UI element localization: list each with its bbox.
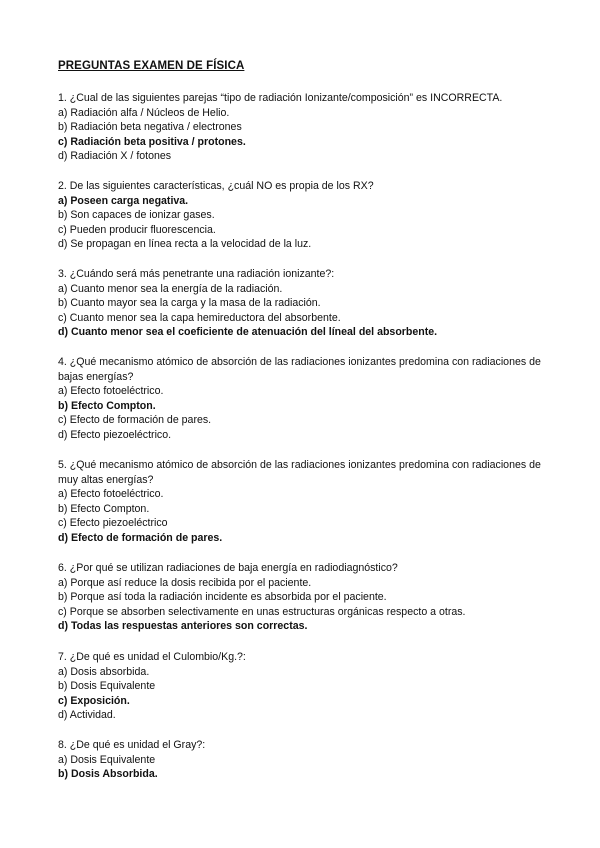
answer-option: b) Porque así toda la radiación incidente es absorbida por el paciente. xyxy=(58,591,387,604)
question-4 xyxy=(58,355,558,442)
answer-option: d) Efecto piezoeléctrico. xyxy=(58,428,172,441)
answer-option: d) Actividad. xyxy=(58,709,116,722)
question-text: 5. ¿Qué mecanismo atómico de absorción de las radiaciones ionizantes predomina con radiaciones de muy altas energías? xyxy=(58,459,541,486)
answer-option: b) Efecto Compton. xyxy=(58,502,150,515)
answer-option: c) Cuanto menor sea la capa hemireductora del absorbente. xyxy=(58,311,341,324)
question-2 xyxy=(58,179,558,252)
answer-option: d) Radiación X / fotones xyxy=(58,150,172,163)
answer-option-correct: a) Poseen carga negativa. xyxy=(58,194,189,207)
question-6 xyxy=(58,561,558,634)
answer-option-correct: d) Cuanto menor sea el coeficiente de atenuación del líneal del absorbente. xyxy=(58,326,438,339)
question-5 xyxy=(58,458,558,545)
answer-option-correct: b) Efecto Compton. xyxy=(58,399,156,412)
answer-option: a) Efecto fotoeléctrico. xyxy=(58,488,164,500)
answer-option: c) Efecto de formación de pares. xyxy=(58,414,212,427)
answer-option-correct: c) Exposición. xyxy=(58,694,130,707)
question-text: 3. ¿Cuándo será más penetrante una radiación ionizante?: xyxy=(58,268,335,280)
answer-option: a) Radiación alfa / Núcleos de Helio. xyxy=(58,106,230,119)
answer-option: b) Dosis Equivalente xyxy=(58,680,156,693)
answer-option: a) Cuanto menor sea la energía de la radiación. xyxy=(58,282,283,295)
answer-option: b) Radiación beta negativa / electrones xyxy=(58,121,242,134)
answer-option-correct: d) Efecto de formación de pares. xyxy=(58,531,223,544)
answer-option: c) Efecto piezoeléctrico xyxy=(58,517,168,530)
question-text: 6. ¿Por qué se utilizan radiaciones de baja energía en radiodiagnóstico? xyxy=(58,562,398,574)
answer-option: b) Son capaces de ionizar gases. xyxy=(58,209,215,222)
question-8 xyxy=(58,738,558,782)
answer-option: a) Efecto fotoeléctrico. xyxy=(58,385,164,397)
answer-option: a) Dosis Equivalente xyxy=(58,753,156,766)
answer-option-correct: c) Radiación beta positiva / protones. xyxy=(58,135,246,148)
question-7 xyxy=(58,650,558,723)
question-text: 8. ¿De qué es unidad el Gray?: xyxy=(58,739,206,751)
answer-option-correct: d) Todas las respuestas anteriores son correctas. xyxy=(58,620,308,633)
answer-option-correct: b) Dosis Absorbida. xyxy=(58,768,158,781)
page-title: PREGUNTAS EXAMEN DE FÍSICA xyxy=(58,60,245,72)
answer-option: a) Porque así reduce la dosis recibida por el paciente. xyxy=(58,576,312,589)
answer-option: c) Porque se absorben selectivamente en unas estructuras orgánicas respecto a otras. xyxy=(58,605,466,618)
answer-option: b) Cuanto mayor sea la carga y la masa de la radiación. xyxy=(58,297,321,310)
question-text: 4. ¿Qué mecanismo atómico de absorción de las radiaciones ionizantes predomina con radiaciones de bajas energías? xyxy=(58,356,541,383)
answer-option: a) Dosis absorbida. xyxy=(58,665,150,678)
question-text: 2. De las siguientes características, ¿cuál NO es propia de los RX? xyxy=(58,180,374,192)
answer-option: d) Se propagan en línea recta a la velocidad de la luz. xyxy=(58,238,312,251)
question-1 xyxy=(58,91,558,164)
answer-option: c) Pueden producir fluorescencia. xyxy=(58,223,216,236)
question-text: 7. ¿De qué es unidad el Culombio/Kg.?: xyxy=(58,651,246,663)
question-text: 1. ¿Cual de las siguientes parejas “tipo de radiación Ionizante/composición” es INCORRECTA. xyxy=(58,92,503,104)
question-3 xyxy=(58,267,558,340)
